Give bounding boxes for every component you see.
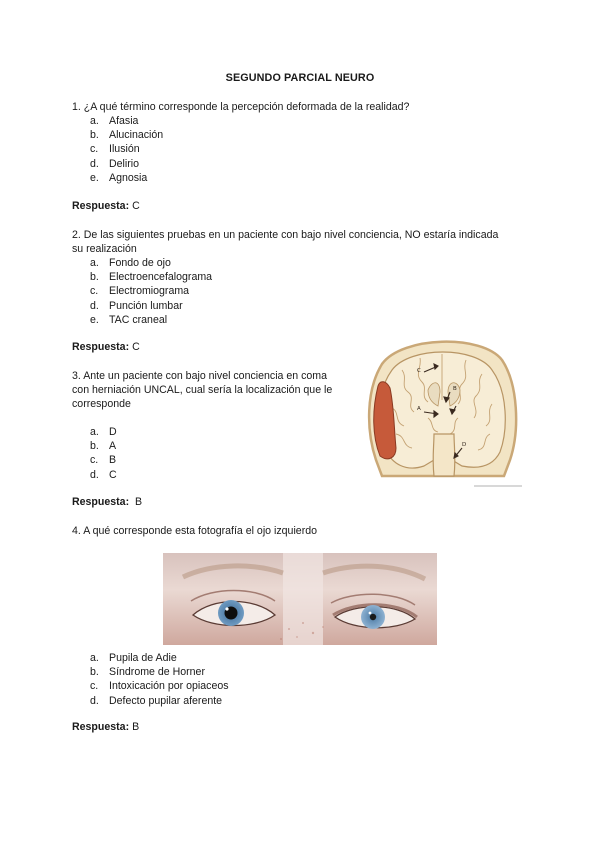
- question-3: [72, 369, 332, 482]
- question-3-options: [72, 425, 332, 482]
- brain-herniation-figure: [362, 330, 524, 490]
- answer-2: [72, 341, 140, 353]
- answer-label: Respuesta:: [72, 341, 130, 353]
- question-4-text: 4. A qué corresponde esta fotografía el ojo izquierdo: [72, 525, 318, 537]
- option: d. Punción lumbar: [90, 299, 183, 312]
- question-3-text-line2: con herniación UNCAL, cual sería la localización que le: [72, 384, 333, 396]
- question-1-text: 1. ¿A qué término corresponde la percepción deformada de la realidad?: [72, 101, 410, 113]
- question-1-options: [72, 114, 409, 185]
- question-3-text-line3: corresponde: [72, 398, 131, 410]
- answer-label: Respuesta:: [72, 721, 130, 733]
- question-4: [72, 524, 317, 538]
- eyes-photograph: [163, 553, 437, 645]
- answer-1: [72, 200, 140, 212]
- option: c. Ilusión: [90, 143, 140, 156]
- figure-label-c: C: [417, 368, 421, 374]
- option: c. Electromiograma: [90, 285, 190, 298]
- question-1: [72, 100, 409, 185]
- answer-value: B: [135, 496, 143, 508]
- option: e. Agnosia: [90, 171, 148, 184]
- option: a. Pupila de Adie: [90, 652, 177, 664]
- question-2: [72, 228, 498, 327]
- answer-value: C: [132, 200, 140, 212]
- option: b. Síndrome de Horner: [90, 666, 205, 679]
- answer-label: Respuesta:: [72, 496, 130, 508]
- option: d. C: [90, 468, 117, 481]
- page-title: SEGUNDO PARCIAL NEURO: [225, 72, 375, 84]
- option: c. Intoxicación por opiaceos: [90, 680, 229, 693]
- figure-label-d: D: [462, 442, 467, 448]
- answer-label: Respuesta:: [72, 200, 130, 212]
- answer-4: [72, 721, 139, 733]
- option: b. Alucinación: [90, 129, 164, 142]
- option: d. Defecto pupilar aferente: [90, 694, 223, 707]
- figure-label-a: A: [417, 406, 421, 412]
- question-4-options: [72, 651, 229, 708]
- answer-value: C: [132, 341, 140, 353]
- option: a. D: [90, 426, 117, 438]
- option: e. TAC craneal: [90, 313, 168, 326]
- option: d. Delirio: [90, 157, 140, 170]
- option: c. B: [90, 454, 117, 467]
- question-3-text-line1: 3. Ante un paciente con bajo nivel conciencia en coma: [72, 370, 328, 382]
- question-2-text-line2: su realización: [72, 243, 137, 255]
- question-4-options-block: [72, 651, 229, 708]
- option: b. A: [90, 440, 117, 453]
- option: a. Afasia: [90, 115, 139, 127]
- question-2-text-line1: 2. De las siguientes pruebas en un paciente con bajo nivel conciencia, NO estaría indicada: [72, 229, 499, 241]
- figure-label-b: B: [453, 386, 457, 392]
- answer-value: B: [132, 721, 140, 733]
- question-2-options: [72, 256, 498, 327]
- option: b. Electroencefalograma: [90, 271, 213, 284]
- option: a. Fondo de ojo: [90, 257, 171, 269]
- answer-3: [72, 496, 142, 508]
